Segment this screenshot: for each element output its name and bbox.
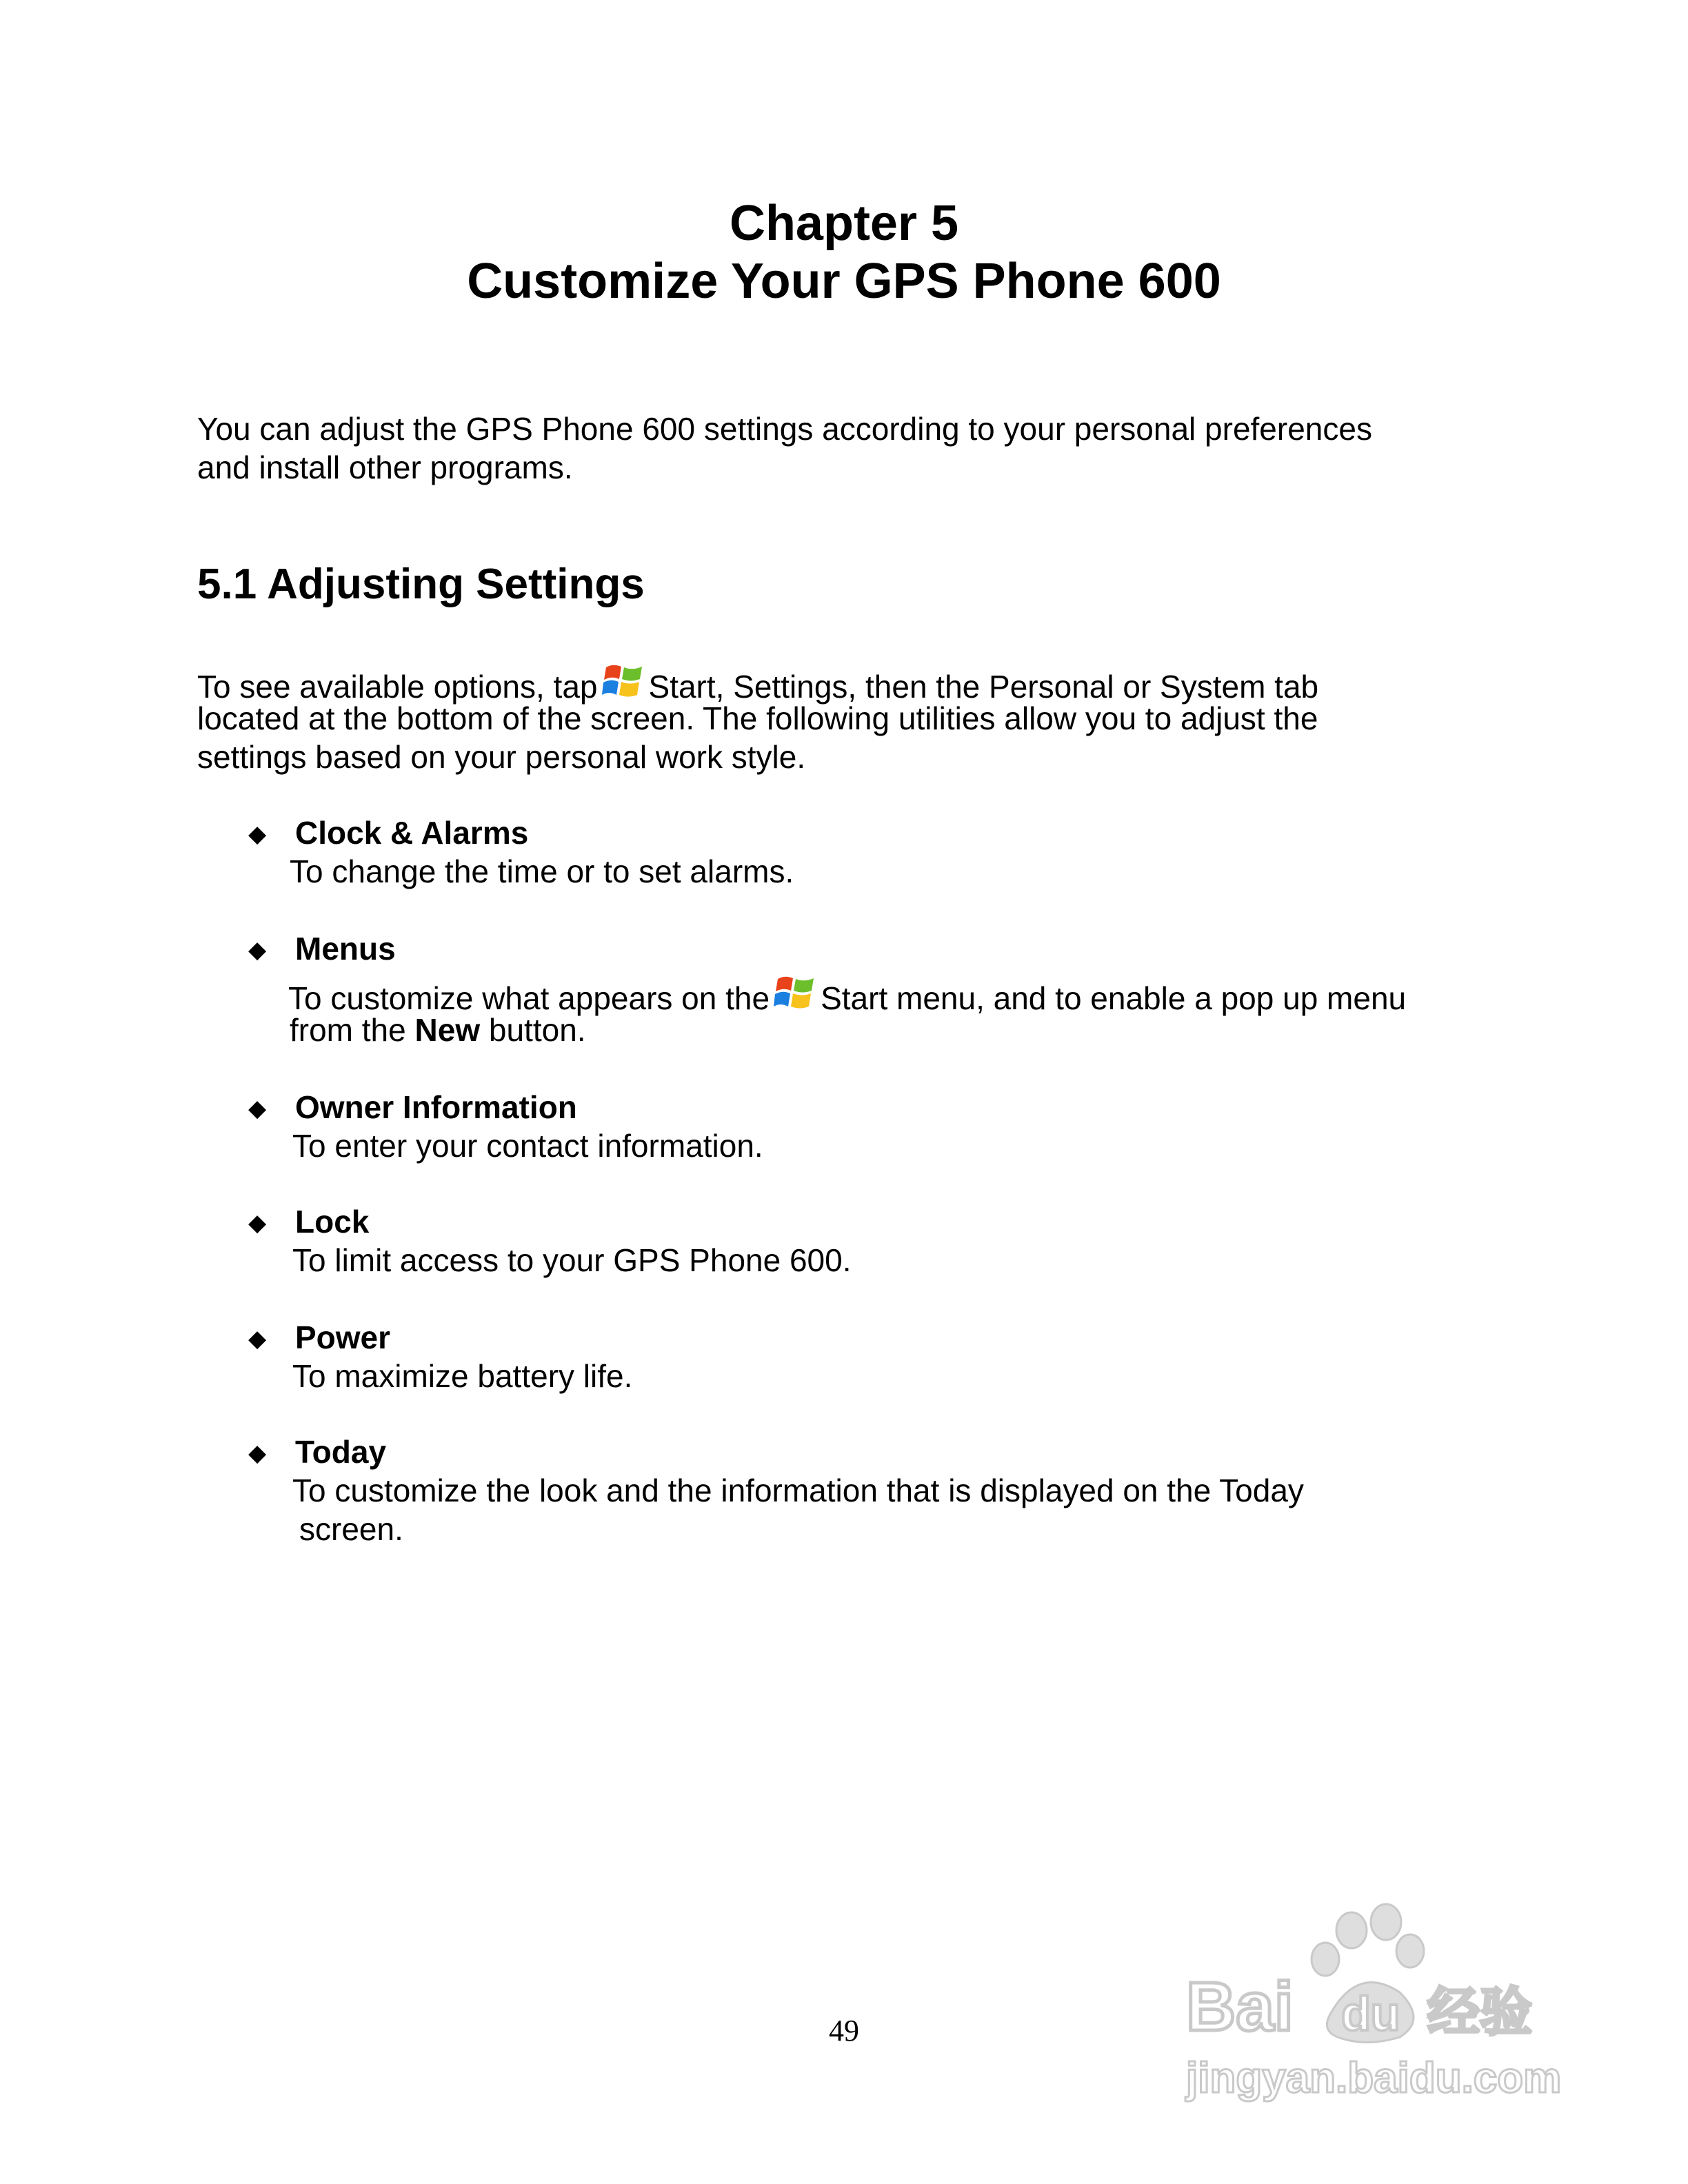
section-para-text-after: Start, Settings, then the Personal or System tab: [648, 669, 1319, 705]
menus-desc-after: Start menu, and to enable a pop up menu: [821, 980, 1407, 1016]
svg-text:经验: 经验: [1427, 1981, 1532, 2043]
windows-start-icon: [602, 660, 645, 702]
svg-text:Bai: Bai: [1186, 1968, 1294, 2045]
section-para-text-before: To see available options, tap: [197, 669, 598, 705]
bullet-icon: ◆: [248, 1095, 267, 1122]
menus-desc-before: To customize what appears on the: [288, 980, 770, 1016]
section-para-line-2: located at the bottom of the screen. The following utilities allow you to adjust the: [197, 700, 1318, 736]
bullet-icon: ◆: [248, 1326, 267, 1352]
bullet-icon: ◆: [248, 821, 267, 847]
intro-line-2: and install other programs.: [197, 449, 573, 485]
section-heading: 5.1 Adjusting Settings: [197, 560, 645, 608]
item-desc-today-line-1: To customize the look and the information that is displayed on the Today: [292, 1473, 1304, 1508]
menus-desc2-after: button.: [488, 1012, 586, 1048]
item-title-lock: Lock: [295, 1204, 370, 1240]
item-title-menus: Menus: [295, 931, 396, 967]
bullet-icon: ◆: [248, 1210, 267, 1236]
item-desc-owner-information: To enter your contact information.: [292, 1128, 763, 1164]
item-desc-menus-line-2: [290, 1011, 1503, 1049]
svg-text:du: du: [1341, 1987, 1400, 2041]
menus-desc2-before: from the: [290, 1012, 406, 1048]
page-number: 49: [829, 2014, 859, 2048]
chapter-title: Customize Your GPS Phone 600: [467, 254, 1221, 309]
baidu-watermark-logo: [1172, 1903, 1586, 2110]
item-title-today: Today: [295, 1434, 387, 1470]
windows-start-icon: [774, 972, 816, 1013]
intro-line-1: You can adjust the GPS Phone 600 settings according to your personal preferences: [197, 411, 1372, 447]
item-desc-clock-alarms: To change the time or to set alarms.: [290, 853, 794, 889]
item-title-clock-alarms: Clock & Alarms: [295, 815, 529, 851]
bullet-icon: ◆: [248, 1440, 267, 1466]
bullet-icon: ◆: [248, 937, 267, 963]
new-button-label: New: [414, 1012, 481, 1048]
section-para-line-3: settings based on your personal work style.: [197, 739, 806, 775]
item-title-power: Power: [295, 1320, 391, 1355]
item-desc-today-line-2: screen.: [299, 1511, 403, 1547]
item-desc-power: To maximize battery life.: [292, 1358, 633, 1394]
item-title-owner-information: Owner Information: [295, 1089, 577, 1125]
chapter-number: Chapter 5: [729, 196, 959, 251]
svg-text:jingyan.baidu.com: jingyan.baidu.com: [1186, 2054, 1562, 2102]
item-desc-lock: To limit access to your GPS Phone 600.: [292, 1242, 852, 1278]
